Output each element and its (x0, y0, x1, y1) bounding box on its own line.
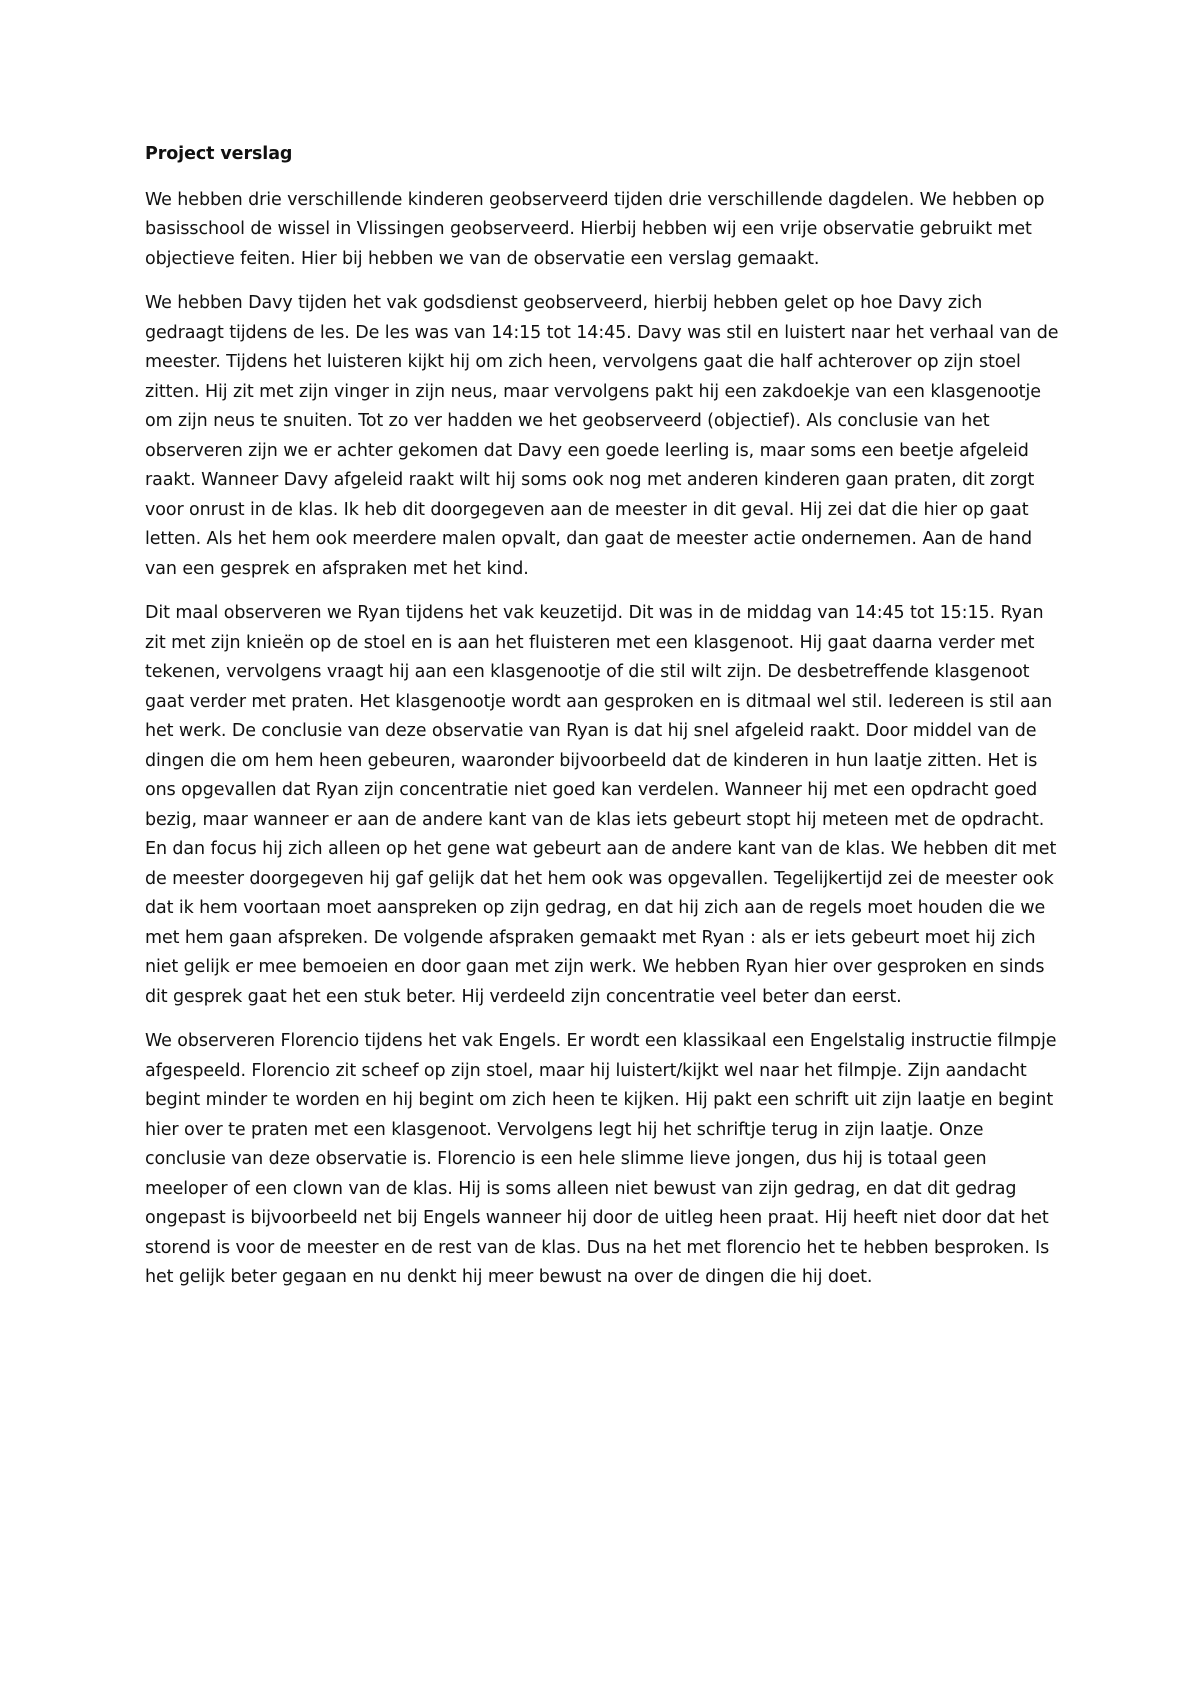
document-body (145, 140, 1065, 1308)
document-title: Project verslag (145, 144, 293, 164)
paragraph-ryan: Dit maal observeren we Ryan tijdens het vak keuzetijd. Dit was in de middag van 14:45 tot 15:15. Ryan zit met zijn knieën op de stoel en is aan het fluisteren met een klasgenoot. Hij gaat daarna verder met tekenen, vervolgens vraagt hij aan een klasgenootje of die stil wilt zijn. De desbetreffende klasgenoot gaat verder met praten. Het klasgenootje wordt aan gesproken en is ditmaal wel stil. Iedereen is stil aan het werk. De conclusie van deze observatie van Ryan is dat hij snel afgeleid raakt. Door middel van de dingen die om hem heen gebeuren, waaronder bijvoorbeeld dat de kinderen in hun laatje zitten. Het is ons opgevallen dat Ryan zijn concentratie niet goed kan verdelen. Wanneer hij met een opdracht goed bezig, maar wanneer er aan de andere kant van de klas iets gebeurt stopt hij meteen met de opdracht. En dan focus hij zich alleen op het gene wat gebeurt aan de andere kant van de klas. We hebben dit met de meester doorgegeven hij gaf gelijk dat het hem ook was opgevallen. Tegelijkertijd zei de meester ook dat ik hem voortaan moet aanspreken op zijn gedrag, en dat hij zich aan de regels moet houden die we met hem gaan afspreken. De volgende afspraken gemaakt met Ryan : als er iets gebeurt moet hij zich niet gelijk er mee bemoeien en door gaan met zijn werk. We hebben Ryan hier over gesproken en sinds dit gesprek gaat het een stuk beter. Hij verdeeld zijn concentratie veel beter dan eerst. (145, 603, 1057, 1007)
paragraph-davy: We hebben Davy tijden het vak godsdienst geobserveerd, hierbij hebben gelet op hoe Davy zich gedraagt tijdens de les. De les was van 14:15 tot 14:45. Davy was stil en luistert naar het verhaal van de meester. Tijdens het luisteren kijkt hij om zich heen, vervolgens gaat die half achterover op zijn stoel zitten. Hij zit met zijn vinger in zijn neus, maar vervolgens pakt hij een zakdoekje van een klasgenootje om zijn neus te snuiten. Tot zo ver hadden we het geobserveerd (objectief). Als conclusie van het observeren zijn we er achter gekomen dat Davy een goede leerling is, maar soms een beetje afgeleid raakt. Wanneer Davy afgeleid raakt wilt hij soms ook nog met anderen kinderen gaan praten, dit zorgt voor onrust in de klas. Ik heb dit doorgegeven aan de meester in dit geval. Hij zei dat die hier op gaat letten. Als het hem ook meerdere malen opvalt, dan gaat de meester actie ondernemen. Aan de hand van een gesprek en afspraken met het kind. (145, 293, 1059, 579)
paragraph-intro: We hebben drie verschillende kinderen geobserveerd tijden drie verschillende dagdelen. We hebben op basisschool de wissel in Vlissingen geobserveerd. Hierbij hebben wij een vrije observatie gebruikt met objectieve feiten. Hier bij hebben we van de observatie een verslag gemaakt. (145, 189, 1045, 269)
paragraph-florencio: We observeren Florencio tijdens het vak Engels. Er wordt een klassikaal een Engelstalig instructie filmpje afgespeeld. Florencio zit scheef op zijn stoel, maar hij luistert/kijkt wel naar het filmpje. Zijn aandacht begint minder te worden en hij begint om zich heen te kijken. Hij pakt een schrift uit zijn laatje en begint hier over te praten met een klasgenoot. Vervolgens legt hij het schriftje terug in zijn laatje. Onze conclusie van deze observatie is. Florencio is een hele slimme lieve jongen, dus hij is totaal geen meeloper of een clown van de klas. Hij is soms alleen niet bewust van zijn gedrag, en dat dit gedrag ongepast is bijvoorbeeld net bij Engels wanneer hij door de uitleg heen praat. Hij heeft niet door dat het storend is voor de meester en de rest van de klas. Dus na het met florencio het te hebben besproken. Is het gelijk beter gegaan en nu denkt hij meer bewust na over de dingen die hij doet. (145, 1031, 1057, 1287)
